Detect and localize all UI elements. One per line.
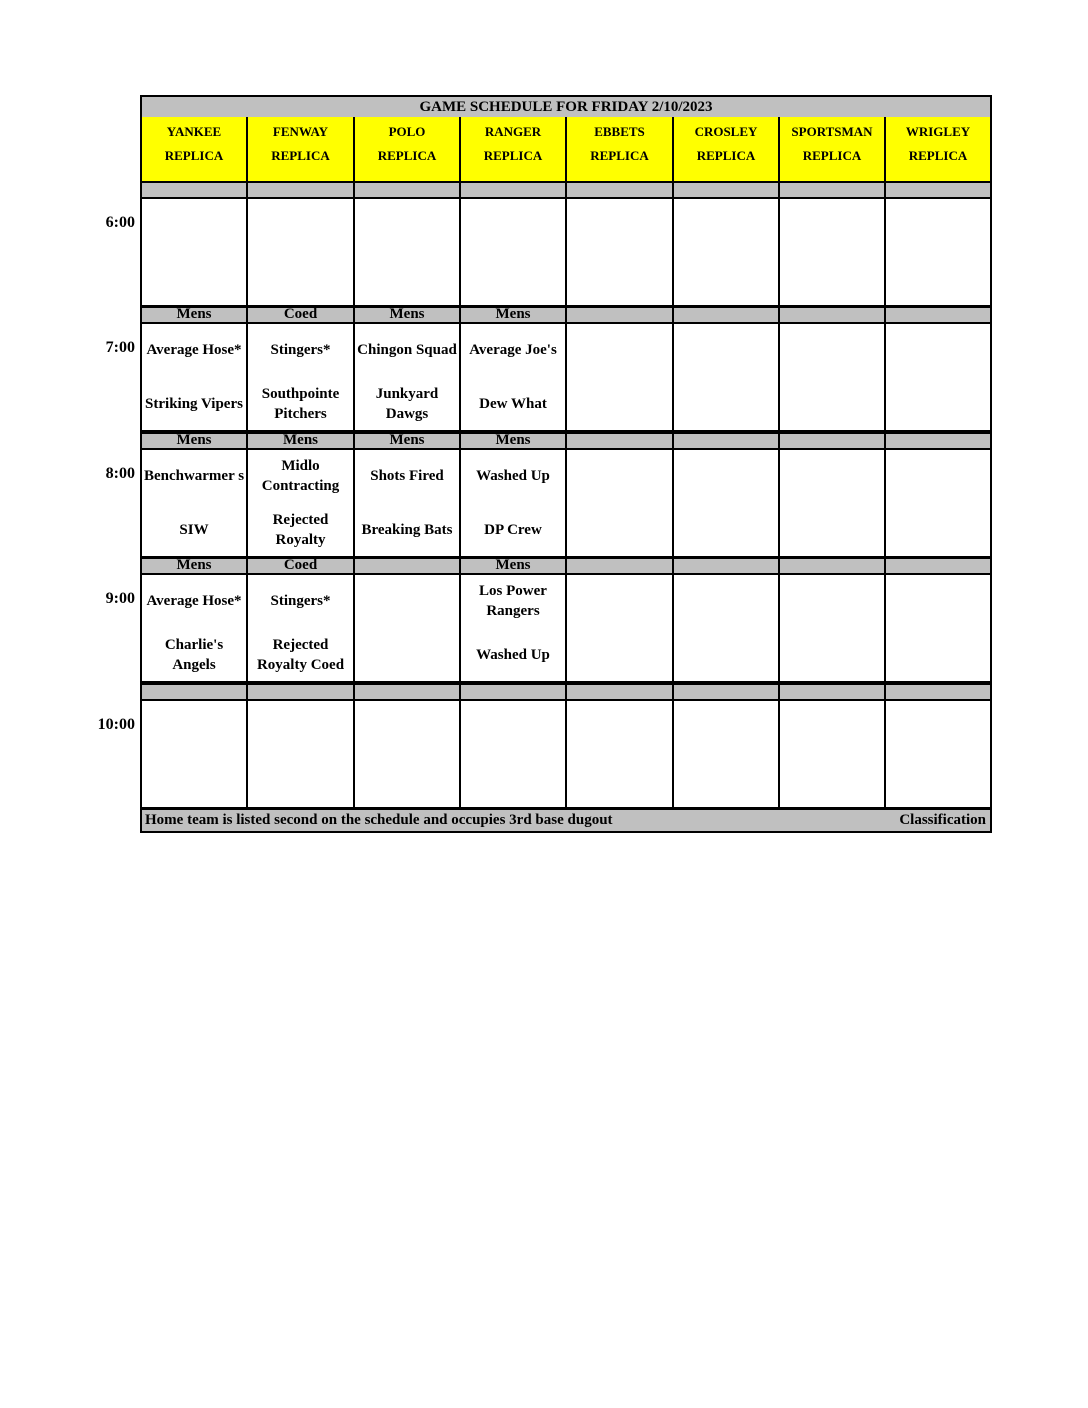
field-header-polo [353, 117, 461, 183]
game-cell [246, 699, 355, 809]
away-team: Benchwarmer s [143, 468, 245, 484]
away-team: Average Joe's [469, 342, 557, 358]
game-cell [140, 573, 248, 683]
field-header-fenway [246, 117, 355, 183]
game-cell [565, 448, 674, 558]
classification-label: Classification [899, 812, 986, 828]
away-team: Los Power Rangers [479, 583, 547, 619]
field-subtitle: REPLICA [164, 148, 224, 163]
away-team: Average Hose* [146, 342, 242, 358]
game-cell [459, 448, 567, 558]
away-team: Average Hose* [146, 593, 242, 609]
field-subtitle: REPLICA [908, 148, 968, 163]
game-cell [353, 448, 461, 558]
game-cell [778, 699, 886, 809]
classification-cell: Mens [140, 557, 248, 575]
game-cell [565, 197, 674, 307]
field-subtitle: REPLICA [483, 148, 543, 163]
game-cell [459, 699, 567, 809]
home-team: Breaking Bats [361, 522, 453, 538]
game-cell [353, 699, 461, 809]
field-subtitle: REPLICA [696, 148, 756, 163]
game-cell [459, 197, 567, 307]
game-cell [884, 699, 992, 809]
away-team: Stingers* [270, 342, 331, 358]
game-cell [140, 448, 248, 558]
away-team: Shots Fired [370, 468, 444, 484]
game-cell [672, 448, 780, 558]
game-cell [246, 573, 355, 683]
game-cell [778, 322, 886, 432]
field-subtitle: REPLICA [377, 148, 437, 163]
field-name: POLO [388, 124, 426, 139]
classification-cell: Mens [459, 306, 567, 324]
field-name: EBBETS [594, 124, 645, 139]
game-cell [459, 573, 567, 683]
away-team: Midlo Contracting [261, 458, 340, 494]
home-team: Rejected Royalty [272, 512, 329, 548]
time-label: 10:00 [97, 716, 135, 733]
home-team: Junkyard Dawgs [375, 386, 439, 422]
game-cell [884, 197, 992, 307]
classification-cell: Mens [459, 557, 567, 575]
field-name: SPORTSMAN [791, 124, 873, 139]
game-cell [778, 197, 886, 307]
field-name: RANGER [484, 124, 542, 139]
home-team: Dew What [479, 396, 547, 412]
field-name: YANKEE [166, 124, 222, 139]
game-cell [246, 197, 355, 307]
home-team: Washed Up [476, 647, 550, 663]
field-header-sportsman [778, 117, 886, 183]
field-subtitle: REPLICA [590, 148, 649, 163]
game-cell [672, 573, 780, 683]
field-name: CROSLEY [694, 124, 758, 139]
home-team-note: Home team is listed second on the schedule and occupies 3rd base dugout [145, 812, 613, 828]
classification-cell: Coed [246, 306, 355, 324]
game-cell [884, 573, 992, 683]
game-cell [565, 322, 674, 432]
game-cell [672, 322, 780, 432]
home-team: Charlie's Angels [164, 637, 224, 673]
game-cell [672, 699, 780, 809]
game-cell [353, 573, 461, 683]
home-team: Rejected Royalty Coed [256, 637, 345, 673]
home-team: DP Crew [484, 522, 542, 538]
away-team: Chingon Squad [357, 342, 457, 358]
away-team: Washed Up [476, 468, 550, 484]
game-cell [565, 699, 674, 809]
classification-cell: Coed [246, 557, 355, 575]
time-label: 7:00 [105, 339, 135, 356]
field-name: FENWAY [272, 124, 329, 139]
field-name: WRIGLEY [905, 124, 971, 139]
classification-cell: Mens [140, 306, 248, 324]
classification-cell: Mens [246, 432, 355, 450]
time-label: 6:00 [105, 214, 135, 231]
game-cell [246, 448, 355, 558]
field-header-yankee [140, 117, 248, 183]
field-header-ebbets [565, 117, 674, 183]
home-team: Striking Vipers [145, 396, 243, 412]
field-subtitle: REPLICA [271, 148, 330, 163]
home-team: Southpointe Pitchers [261, 386, 340, 422]
classification-cell: Mens [353, 432, 461, 450]
game-cell [884, 322, 992, 432]
time-label: 8:00 [105, 465, 135, 482]
home-team: SIW [179, 522, 209, 538]
game-cell [565, 573, 674, 683]
field-header-ranger [459, 117, 567, 183]
game-cell [140, 197, 248, 307]
schedule-title: GAME SCHEDULE FOR FRIDAY 2/10/2023 [140, 95, 992, 119]
game-cell [140, 322, 248, 432]
game-cell [246, 322, 355, 432]
game-cell [140, 699, 248, 809]
game-cell [353, 197, 461, 307]
time-label: 9:00 [105, 590, 135, 607]
schedule-footer [140, 808, 992, 833]
classification-cell: Mens [459, 432, 567, 450]
game-cell [778, 573, 886, 683]
field-subtitle: REPLICA [802, 148, 862, 163]
game-cell [672, 197, 780, 307]
game-cell [778, 448, 886, 558]
classification-cell: Mens [140, 432, 248, 450]
game-cell [459, 322, 567, 432]
game-cell [884, 448, 992, 558]
field-header-wrigley [884, 117, 992, 183]
field-header-crosley [672, 117, 780, 183]
game-cell [353, 322, 461, 432]
away-team: Stingers* [270, 593, 331, 609]
classification-cell: Mens [353, 306, 461, 324]
